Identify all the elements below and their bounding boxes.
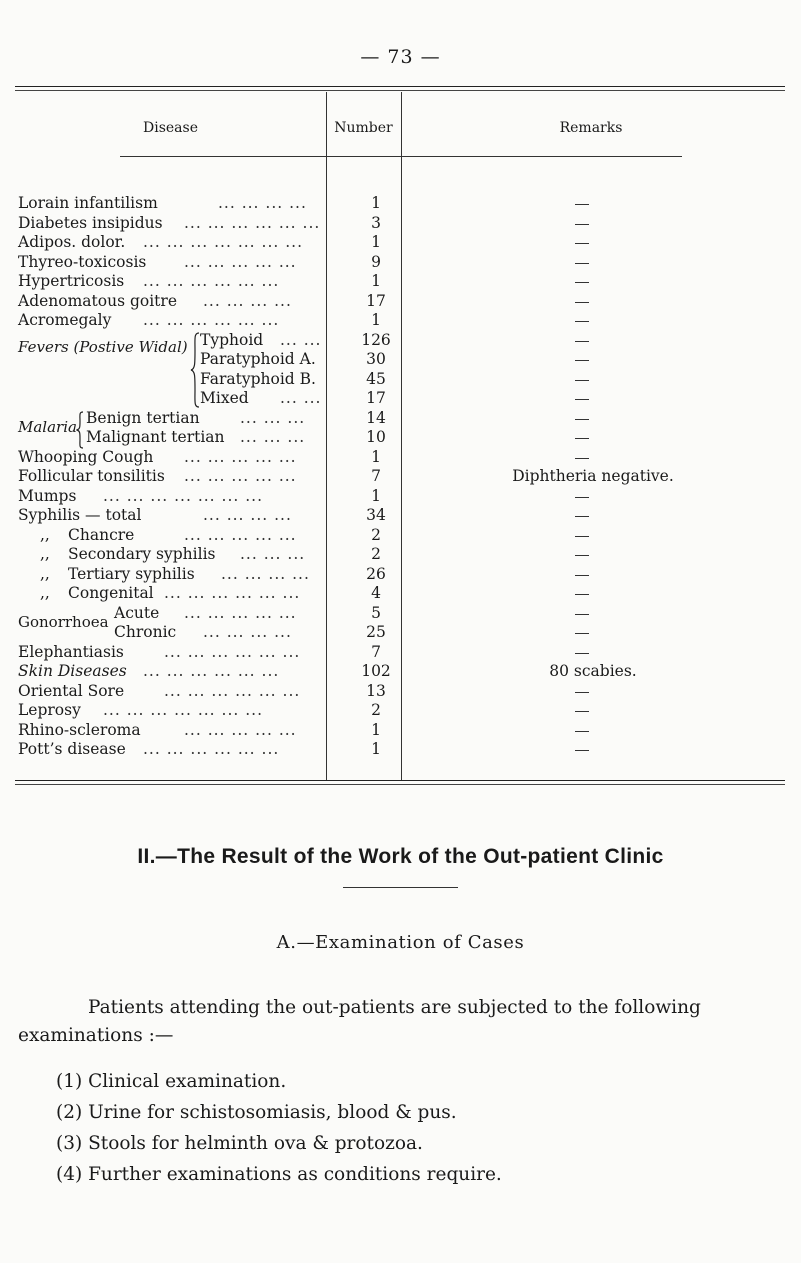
leader-dots: ... ... ... ... ... <box>184 603 297 622</box>
leader-dots: ... ... ... <box>240 428 306 446</box>
leader-dots: ... ... ... ... ... ... <box>164 642 301 661</box>
leader-dots: ... ... ... ... <box>218 194 307 212</box>
leader-dots: ... ... ... ... ... ... <box>164 681 301 700</box>
case-count: 9 <box>371 252 381 271</box>
case-count: 17 <box>366 389 386 407</box>
disease-name: Typhoid <box>200 330 264 349</box>
table-row <box>18 214 778 233</box>
header-disease: Disease <box>143 120 198 136</box>
table-row <box>18 331 778 350</box>
disease-name: Benign tertian <box>86 408 200 427</box>
remark-dash <box>575 497 589 498</box>
leader-dots: ... ... ... ... ... <box>184 720 297 739</box>
case-count: 14 <box>366 408 386 427</box>
leader-dots: ... ... ... ... ... ... ... <box>103 701 264 719</box>
table-row <box>18 272 778 291</box>
page-number: — 73 — <box>360 46 441 68</box>
case-count: 34 <box>366 506 386 524</box>
remark-dash <box>575 594 589 595</box>
case-count: 13 <box>366 681 386 700</box>
disease-name: Oriental Sore <box>18 681 125 700</box>
case-count: 3 <box>371 213 381 232</box>
leader-dots: ... ... ... ... ... <box>184 447 297 466</box>
leader-dots: ... ... ... ... ... ... <box>164 584 301 602</box>
remark-dash <box>575 302 589 303</box>
remark-dash <box>575 458 589 459</box>
disease-name: Hypertricosis <box>18 272 125 290</box>
disease-name: Adipos. dolor. <box>18 233 126 251</box>
case-count: 30 <box>366 350 386 368</box>
disease-name: Whooping Cough <box>18 447 154 466</box>
remark-dash <box>575 263 589 264</box>
case-count: 1 <box>371 720 381 739</box>
disease-name: Syphilis — total <box>18 506 142 524</box>
table-row <box>18 428 778 447</box>
table-row <box>18 311 778 330</box>
case-count: 2 <box>371 545 381 563</box>
leader-dots: ... ... ... ... <box>221 564 310 583</box>
case-count: 45 <box>366 369 386 388</box>
remark-dash <box>575 633 589 634</box>
ditto-mark: ,, <box>40 564 50 583</box>
case-count: 126 <box>361 330 391 349</box>
list-item: (3) Stools for helminth ova & protozoa. <box>56 1133 423 1154</box>
disease-name: Congenital <box>68 584 154 602</box>
table-row <box>18 701 778 720</box>
leader-dots: ... ... ... ... <box>203 623 292 641</box>
remark-dash <box>575 243 589 244</box>
leader-dots: ... ... ... ... ... ... ... <box>103 486 264 505</box>
table-row <box>18 506 778 525</box>
disease-name: Pott’s disease <box>18 740 126 758</box>
examination-list <box>56 1066 502 1190</box>
leader-dots: ... ... <box>280 330 322 349</box>
table-row <box>18 253 778 272</box>
disease-name: Faratyphoid B. <box>200 369 316 388</box>
case-count: 17 <box>366 291 386 310</box>
disease-name: Malignant tertian <box>86 428 225 446</box>
disease-name: Lorain infantilism <box>18 194 158 212</box>
leader-dots: ... ... ... ... ... ... <box>143 272 280 290</box>
list-item: (1) Clinical examination. <box>56 1071 287 1092</box>
table-rule-top-inner <box>15 90 785 91</box>
table-row <box>18 584 778 603</box>
disease-name: Secondary syphilis <box>68 545 216 563</box>
table-row <box>18 389 778 408</box>
table-row <box>18 526 778 545</box>
remark-dash <box>575 282 589 283</box>
remark-dash <box>575 692 589 693</box>
group-label-malaria: Malaria <box>18 418 77 436</box>
disease-name: Acromegaly <box>18 311 112 329</box>
leader-dots: ... ... ... ... ... ... ... <box>143 233 304 251</box>
section-title: II.—The Result of the Work of the Out-patient Clinic <box>137 845 664 868</box>
table-row <box>18 545 778 564</box>
remark-dash <box>575 711 589 712</box>
ditto-mark: ,, <box>40 545 50 563</box>
disease-name: Paratyphoid A. <box>200 350 316 368</box>
table-row <box>18 682 778 701</box>
table-row <box>18 194 778 213</box>
table-row <box>18 409 778 428</box>
case-count: 7 <box>371 642 381 661</box>
remark-dash <box>575 575 589 576</box>
remark-dash <box>575 321 589 322</box>
remark-dash <box>575 438 589 439</box>
remark-dash <box>575 750 589 751</box>
remark-dash <box>575 399 589 400</box>
leader-dots: ... ... ... <box>240 545 306 563</box>
ditto-mark: ,, <box>40 525 50 544</box>
remark-dash <box>575 360 589 361</box>
leader-dots: ... ... ... <box>240 408 306 427</box>
remark-dash <box>575 204 589 205</box>
disease-name: Mumps <box>18 486 77 505</box>
disease-name: Diabetes insipidus <box>18 213 163 232</box>
remark-dash <box>575 380 589 381</box>
case-count: 4 <box>371 584 381 602</box>
case-count: 25 <box>366 623 386 641</box>
disease-name: Chancre <box>68 525 135 544</box>
leader-dots: ... ... ... ... ... <box>184 525 297 544</box>
remark-dash <box>575 653 589 654</box>
header-underline-number <box>326 156 401 157</box>
remark-dash <box>575 536 589 537</box>
list-item: (2) Urine for schistosomiasis, blood & pus. <box>56 1102 457 1123</box>
case-count: 1 <box>371 740 381 758</box>
group-label-gonorrhoea: Gonorrhoea <box>18 613 109 631</box>
case-count: 1 <box>371 447 381 466</box>
table-row <box>18 487 778 506</box>
leader-dots: ... ... ... ... ... ... <box>143 662 280 680</box>
case-count: 10 <box>366 428 386 446</box>
disease-name: Follicular tonsilitis <box>18 467 165 485</box>
case-count: 1 <box>371 194 381 212</box>
header-underline-disease <box>120 156 326 157</box>
intro-paragraph: Patients attending the out-patients are subjected to the following examinations :— <box>18 997 701 1046</box>
remark-dash <box>575 731 589 732</box>
remark-dash <box>575 419 589 420</box>
case-count: 1 <box>371 486 381 505</box>
table-row <box>18 740 778 759</box>
list-item: (4) Further examinations as conditions require. <box>56 1164 502 1185</box>
table-row <box>18 623 778 642</box>
case-count: 1 <box>371 272 381 290</box>
remark-dash <box>575 555 589 556</box>
table-rule-bottom <box>15 780 785 781</box>
table-row <box>18 350 778 369</box>
remark-dash <box>575 224 589 225</box>
group-label-fevers: Fevers (Postive Widal) <box>18 338 188 356</box>
disease-name: Rhino-scleroma <box>18 720 141 739</box>
header-underline-remarks <box>401 156 682 157</box>
table-rule-bottom-inner <box>15 784 785 785</box>
table-row <box>18 370 778 389</box>
case-count: 2 <box>371 701 381 719</box>
leader-dots: ... ... ... ... ... ... <box>143 311 280 329</box>
remark-text: Diphtheria negative. <box>512 467 674 485</box>
header-remarks: Remarks <box>559 120 623 136</box>
case-count: 2 <box>371 525 381 544</box>
disease-name: Acute <box>114 603 160 622</box>
remark-dash <box>575 614 589 615</box>
disease-name: Chronic <box>114 623 177 641</box>
leader-dots: ... ... ... ... <box>203 506 292 524</box>
case-count: 102 <box>361 662 391 680</box>
leader-dots: ... ... <box>280 389 322 407</box>
remark-text: 80 scabies. <box>549 662 637 680</box>
disease-name: Mixed <box>200 389 249 407</box>
table-row <box>18 721 778 740</box>
disease-name: Skin Diseases <box>18 662 127 680</box>
remark-dash <box>575 516 589 517</box>
table-row <box>18 448 778 467</box>
case-count: 5 <box>371 603 381 622</box>
table-row <box>18 662 778 681</box>
table-row <box>18 467 778 486</box>
disease-name: Thyreo-toxicosis <box>18 252 147 271</box>
header-number: Number <box>334 120 393 136</box>
table-row <box>18 233 778 252</box>
table-row <box>18 604 778 623</box>
remark-dash <box>575 341 589 342</box>
disease-name: Elephantiasis <box>18 642 124 661</box>
case-count: 1 <box>371 311 381 329</box>
leader-dots: ... ... ... ... ... ... <box>184 213 321 232</box>
case-count: 7 <box>371 467 381 485</box>
table-row <box>18 643 778 662</box>
leader-dots: ... ... ... ... <box>203 291 292 310</box>
section-subheading: A.—Examination of Cases <box>276 932 525 953</box>
table-row <box>18 565 778 584</box>
leader-dots: ... ... ... ... ... <box>184 467 297 485</box>
case-count: 1 <box>371 233 381 251</box>
ditto-mark: ,, <box>40 584 50 602</box>
case-count: 26 <box>366 564 386 583</box>
table-rule-top <box>15 86 785 87</box>
table-row <box>18 292 778 311</box>
leader-dots: ... ... ... ... ... ... <box>143 740 280 758</box>
disease-name: Leprosy <box>18 701 81 719</box>
disease-name: Adenomatous goitre <box>18 291 177 310</box>
leader-dots: ... ... ... ... ... <box>184 252 297 271</box>
section-divider <box>343 887 458 888</box>
disease-name: Tertiary syphilis <box>68 564 195 583</box>
